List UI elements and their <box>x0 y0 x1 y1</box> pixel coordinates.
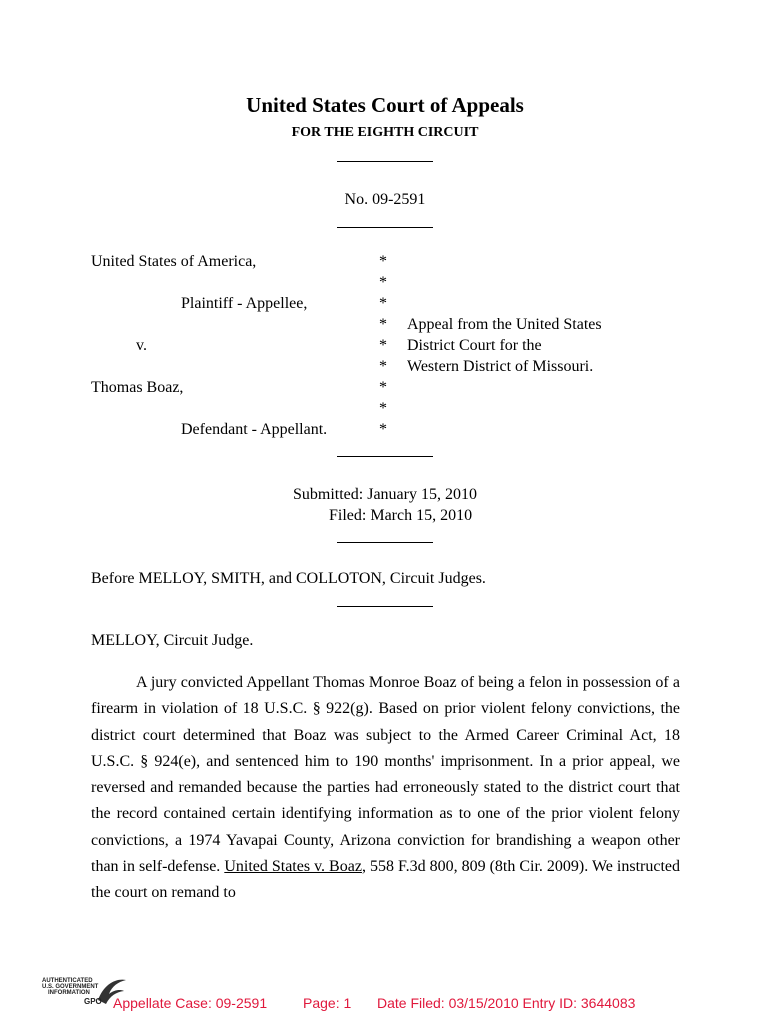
caption-star: * <box>379 337 387 354</box>
gpo-mark: GPO <box>84 997 102 1006</box>
divider <box>337 542 433 543</box>
divider <box>337 161 433 162</box>
divider <box>337 606 433 607</box>
appeal-line: District Court for the <box>407 337 542 354</box>
divider <box>337 227 433 228</box>
gpo-line: INFORMATION <box>48 990 90 996</box>
court-title: United States Court of Appeals <box>246 93 524 117</box>
defendant-name: Thomas Boaz, <box>91 379 184 396</box>
paragraph-text: , 558 F.3d 800, 809 (8th Cir. 2009). We instructed the court on remand to <box>91 858 681 902</box>
gpo-authentication-logo <box>42 974 122 1014</box>
opinion-author: MELLOY, Circuit Judge. <box>91 632 254 649</box>
opinion-paragraph <box>91 670 680 907</box>
versus: v. <box>136 337 147 354</box>
paragraph-text: A jury convicted Appellant Thomas Monroe Boaz of being a felon in possession of a firearm in violation of 18 U.S.C. § 922(g). Based on prior violent felony convictions, the district court determined that Boaz was subject to the Armed Career Criminal Act, 18 U.S.C. § 924(e), and sentenced him to 190 months' imprisonment. In a prior appeal, we reversed and remanded because the parties had erroneously stated to the district court that the record contained certain identifying information as to one of the prior violent felony convictions, a 1974 Yavapai County, Arizona conviction for brandishing a weapon other than in self-defense. <box>91 674 680 876</box>
appeal-line: Western District of Missouri. <box>407 358 594 375</box>
circuit-name: FOR THE EIGHTH CIRCUIT <box>291 125 479 140</box>
caption-star: * <box>379 316 387 333</box>
gpo-line: AUTHENTICATED <box>42 978 93 984</box>
panel-judges: Before MELLOY, SMITH, and COLLOTON, Circuit Judges. <box>91 570 486 587</box>
caption-star: * <box>379 274 387 291</box>
case-citation: United States v. Boaz <box>224 858 362 876</box>
caption-star: * <box>379 379 387 396</box>
defendant-role: Defendant - Appellant. <box>181 421 328 438</box>
divider <box>337 456 433 457</box>
appeal-line: Appeal from the United States <box>407 316 602 333</box>
caption-star: * <box>379 400 387 417</box>
gpo-line: U.S. GOVERNMENT <box>42 984 99 990</box>
footer-page: Page: 1 <box>303 995 352 1011</box>
plaintiff-role: Plaintiff - Appellee, <box>181 295 308 312</box>
filed-date: Filed: March 15, 2010 <box>329 507 473 524</box>
footer-case: Appellate Case: 09-2591 <box>113 995 268 1011</box>
submitted-date: Submitted: January 15, 2010 <box>293 486 477 503</box>
case-number: No. 09-2591 <box>344 191 426 208</box>
plaintiff-name: United States of America, <box>91 253 257 270</box>
caption-star: * <box>379 253 387 270</box>
caption-star: * <box>379 421 387 438</box>
footer-filed: Date Filed: 03/15/2010 Entry ID: 3644083 <box>377 995 636 1011</box>
caption-star: * <box>379 358 387 375</box>
caption-star: * <box>379 295 387 312</box>
